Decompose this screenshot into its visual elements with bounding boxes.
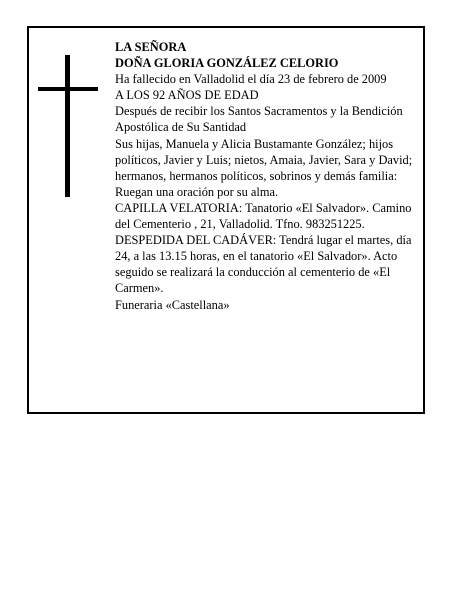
deceased-name: DOÑA GLORIA GONZÁLEZ CELORIO (115, 56, 339, 71)
prayer-request: Ruegan una oración por su alma. (115, 184, 279, 199)
farewell-info: DESPEDIDA DEL CADÁVER: Tendrá lugar el martes, día 24, a las 13.15 horas, en el tanatorio «El Salvador». Acto seguido se realizará la conducción al cementerio de «El Carmen». (115, 233, 412, 296)
cross-horizontal-bar (38, 87, 98, 91)
sacraments-statement: Después de recibir los Santos Sacramentos y la Bendición Apostólica de Su Santidad (115, 104, 403, 135)
obituary-text (115, 39, 415, 313)
death-statement: Ha fallecido en Valladolid el día 23 de febrero de 2009 (115, 72, 387, 87)
cross-icon (38, 55, 98, 197)
funeral-home: Funeraria «Castellana» (115, 297, 230, 312)
family-list: Sus hijas, Manuela y Alicia Bustamante González; hijos políticos, Javier y Luis; nietos, Amaia, Javier, Sara y David; hermanos, hermanos políticos, sobrinos y demás familia: (115, 136, 413, 183)
chapel-info: CAPILLA VELATORIA: Tanatorio «El Salvador». Camino del Cementerio , 21, Valladolid. Tfno. 983251225. (115, 200, 412, 232)
age-statement: A LOS 92 AÑOS DE EDAD (115, 88, 259, 103)
cross-vertical-bar (65, 55, 70, 197)
title-line: LA SEÑORA (115, 40, 187, 54)
